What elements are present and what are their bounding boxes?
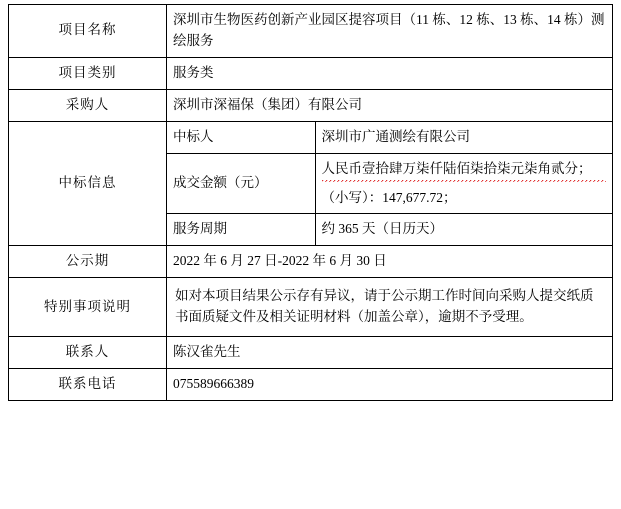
contact-person-label: 联系人 [9, 337, 167, 369]
contact-phone-label: 联系电话 [9, 369, 167, 401]
table-row-bid-info [9, 121, 613, 246]
amount-value-digits: （小写）：147,677.72； [321, 189, 457, 205]
bid-info-subtable [167, 122, 612, 246]
contact-person-value: 陈汉雀先生 [167, 337, 613, 369]
project-category-label: 项目类别 [9, 57, 167, 89]
purchaser-value: 深圳市深福保（集团）有限公司 [167, 89, 613, 121]
amount-value-chinese: 人民币壹拾肆万柒仟陆佰柒拾柒元柒角贰分； [322, 159, 607, 182]
service-period-label: 服务周期 [167, 214, 315, 245]
amount-label: 成交金额（元） [167, 153, 315, 214]
table-row [9, 5, 613, 58]
bid-info-cell [167, 121, 613, 246]
winner-label: 中标人 [167, 122, 315, 153]
table-row [167, 214, 612, 245]
table-row [9, 246, 613, 278]
amount-value-cell [315, 153, 612, 214]
table-row [9, 57, 613, 89]
publicity-period-value: 2022 年 6 月 27 日-2022 年 6 月 30 日 [167, 246, 613, 278]
table-row [9, 337, 613, 369]
bid-info-label: 中标信息 [9, 121, 167, 246]
table-row [167, 153, 612, 214]
publicity-period-label: 公示期 [9, 246, 167, 278]
project-category-value: 服务类 [167, 57, 613, 89]
project-name-value: 深圳市生物医药创新产业园区提容项目（11 栋、12 栋、13 栋、14 栋）测绘服务 [167, 5, 613, 58]
service-period-value: 约 365 天（日历天） [315, 214, 612, 245]
special-notes-label: 特别事项说明 [9, 278, 167, 337]
purchaser-label: 采购人 [9, 89, 167, 121]
contact-phone-value: 075589666389 [167, 369, 613, 401]
bid-announcement-table [8, 4, 613, 401]
special-notes-value: 如对本项目结果公示存有异议，请于公示期工作时间向采购人提交纸质书面质疑文件及相关证明材料（加盖公章），逾期不予受理。 [167, 278, 613, 337]
table-row [167, 122, 612, 153]
table-row [9, 278, 613, 337]
project-name-label: 项目名称 [9, 5, 167, 58]
table-row [9, 89, 613, 121]
winner-value: 深圳市广通测绘有限公司 [315, 122, 612, 153]
table-row [9, 369, 613, 401]
